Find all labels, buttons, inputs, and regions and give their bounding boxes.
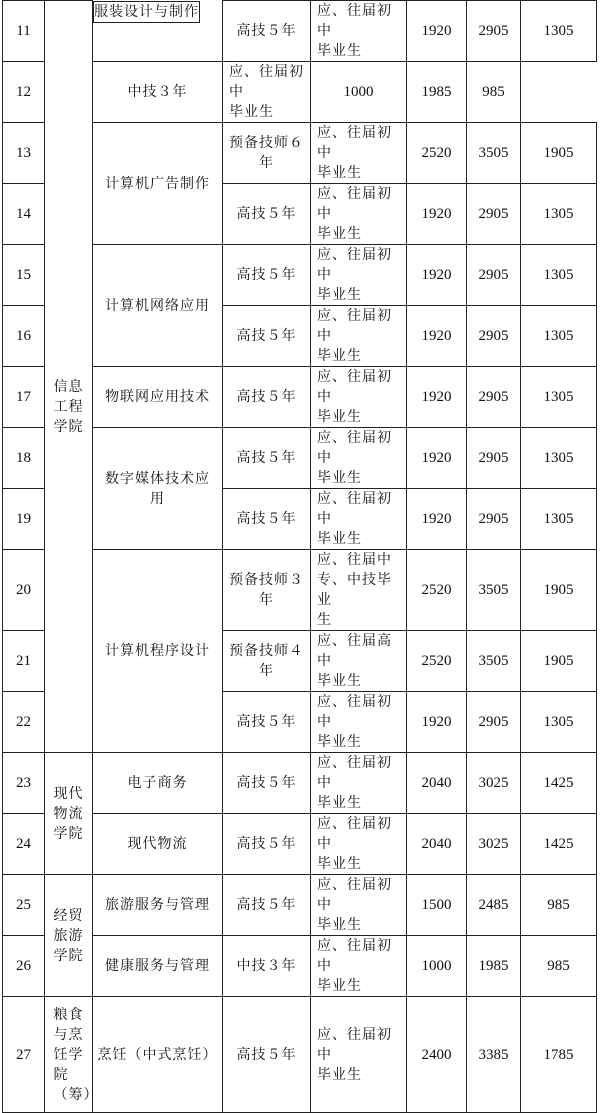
fee-c-cell: 1305 [521,245,597,306]
table-row [3,245,597,306]
level-cell: 高技５年 [223,306,311,367]
row-number: 18 [3,428,45,489]
fee-a-cell: 2400 [407,997,467,1113]
fee-c-cell: 1305 [521,428,597,489]
fee-a-cell: 1920 [407,692,467,753]
fee-a-cell: 1000 [311,62,407,123]
row-number: 19 [3,489,45,550]
row-number: 26 [3,936,45,997]
level-cell: 高技５年 [223,489,311,550]
table-row [3,123,597,184]
fee-b-cell: 2905 [467,184,521,245]
college-name: 经贸旅游学院 [53,907,84,964]
level-cell: 高技５年 [223,245,311,306]
fee-a-cell: 2520 [407,631,467,692]
row-number: 20 [3,550,45,631]
fee-b-cell: 2905 [467,367,521,428]
table-row [3,753,597,814]
fee-b-cell: 3505 [467,123,521,184]
condition-cell: 应、往届初中 毕业生 [311,489,407,550]
table-row [3,936,597,997]
table-row [3,997,597,1113]
condition-cell: 应、往届初中 毕业生 [311,936,407,997]
condition-cell: 应、往届初中 毕业生 [311,428,407,489]
college-cell-logistics [45,753,93,875]
condition-cell: 应、往届初中 毕业生 [311,692,407,753]
major-cell: 旅游服务与管理 [93,875,223,936]
level-cell: 预备技师４ 年 [223,631,311,692]
condition-cell: 应、往届中 专、中技毕业 生 [311,550,407,631]
fee-a-cell: 2520 [407,123,467,184]
fee-b-cell: 3025 [467,814,521,875]
row-number: 25 [3,875,45,936]
major-cell: 现代物流 [93,814,223,875]
fee-c-cell: 985 [521,936,597,997]
major-cell: 服装设计与制作 [93,1,200,23]
row-number: 13 [3,123,45,184]
level-cell: 高技５年 [223,367,311,428]
college-name: 信息工程学院 [53,378,84,435]
fee-a-cell: 1000 [407,936,467,997]
condition-cell: 应、往届初中 毕业生 [311,245,407,306]
major-cell: 计算机程序设计 [93,550,223,753]
college-cell-cuisine [45,997,99,1113]
level-cell: 预备技师３ 年 [223,550,311,631]
fee-b-cell: 3385 [467,997,521,1113]
fee-a-cell: 1920 [407,489,467,550]
fee-a-cell: 1920 [407,428,467,489]
college-name: 粮食与烹饪学院（筹） [53,1006,99,1103]
fee-b-cell: 2905 [467,245,521,306]
row-number: 11 [3,1,45,62]
fee-c-cell: 1425 [521,814,597,875]
condition-cell: 应、往届初中 毕业生 [311,1,407,62]
fee-c-cell: 1305 [521,1,597,62]
condition-cell: 应、往届初中 毕业生 [311,753,407,814]
fee-b-cell: 2485 [467,875,521,936]
fee-c-cell: 1425 [521,753,597,814]
major-cell: 烹饪（中式烹饪） [93,997,223,1113]
fee-table [2,0,597,1113]
fee-c-cell: 1905 [521,550,597,631]
level-cell: 中技３年 [223,936,311,997]
condition-cell: 应、往届初中 毕业生 [311,306,407,367]
row-number: 21 [3,631,45,692]
fee-b-cell: 1985 [407,62,467,123]
fee-a-cell: 1920 [407,245,467,306]
table-row [3,62,597,123]
fee-c-cell: 1905 [521,631,597,692]
fee-c-cell: 1305 [521,489,597,550]
row-number: 16 [3,306,45,367]
table-row [3,367,597,428]
fee-a-cell: 2520 [407,550,467,631]
fee-a-cell: 2040 [407,814,467,875]
major-cell: 健康服务与管理 [93,936,223,997]
fee-b-cell: 2905 [467,489,521,550]
fee-a-cell: 1920 [407,367,467,428]
condition-cell: 应、往届初中 毕业生 [311,123,407,184]
condition-cell: 应、往届高中 毕业生 [311,631,407,692]
row-number: 15 [3,245,45,306]
fee-c-cell: 1305 [521,306,597,367]
fee-a-cell: 1920 [407,184,467,245]
table-row [3,1,597,62]
fee-b-cell: 3505 [467,631,521,692]
row-number: 14 [3,184,45,245]
fee-c-cell: 1905 [521,123,597,184]
fee-b-cell: 2905 [467,306,521,367]
fee-b-cell: 2905 [467,1,521,62]
level-cell: 预备技师６ 年 [223,123,311,184]
condition-cell: 应、往届初中 毕业生 [311,875,407,936]
college-cell-top [45,1,93,62]
fee-b-cell: 2905 [467,692,521,753]
row-number: 22 [3,692,45,753]
level-cell: 高技５年 [223,997,311,1113]
fee-c-cell: 985 [521,875,597,936]
condition-cell: 应、往届初中 毕业生 [223,62,311,123]
college-cell-info [45,62,93,753]
level-cell: 高技５年 [223,1,311,62]
level-cell: 高技５年 [223,875,311,936]
table-row [3,814,597,875]
major-cell: 数字媒体技术应 用 [93,428,223,550]
condition-cell: 应、往届初中 毕业生 [311,184,407,245]
table-row [3,875,597,936]
row-number: 23 [3,753,45,814]
fee-c-cell: 985 [467,62,521,123]
major-cell: 物联网应用技术 [93,367,223,428]
fee-a-cell: 2040 [407,753,467,814]
level-cell: 高技５年 [223,814,311,875]
fee-b-cell: 3025 [467,753,521,814]
row-number: 24 [3,814,45,875]
table-row [3,550,597,631]
condition-cell: 应、往届初中 毕业生 [311,997,407,1113]
major-cell: 计算机广告制作 [93,123,223,245]
condition-cell: 应、往届初中 毕业生 [311,367,407,428]
fee-c-cell: 1305 [521,184,597,245]
fee-b-cell: 3505 [467,550,521,631]
table-row [3,428,597,489]
row-number: 27 [3,997,45,1113]
college-cell-trade [45,875,93,997]
major-cell: 计算机网络应用 [93,245,223,367]
condition-cell: 应、往届初中 毕业生 [311,814,407,875]
fee-a-cell: 1920 [407,1,467,62]
fee-c-cell: 1305 [521,367,597,428]
level-cell: 高技５年 [223,753,311,814]
fee-a-cell: 1920 [407,306,467,367]
level-cell: 高技５年 [223,184,311,245]
fee-c-cell: 1785 [521,997,597,1113]
row-number: 17 [3,367,45,428]
major-cell: 电子商务 [93,753,223,814]
college-name: 现代物流学院 [53,785,84,842]
level-cell: 高技５年 [223,428,311,489]
fee-b-cell: 2905 [467,428,521,489]
level-cell: 高技５年 [223,692,311,753]
fee-a-cell: 1500 [407,875,467,936]
row-number: 12 [3,62,45,123]
fee-c-cell: 1305 [521,692,597,753]
fee-b-cell: 1985 [467,936,521,997]
level-cell: 中技３年 [93,62,223,123]
